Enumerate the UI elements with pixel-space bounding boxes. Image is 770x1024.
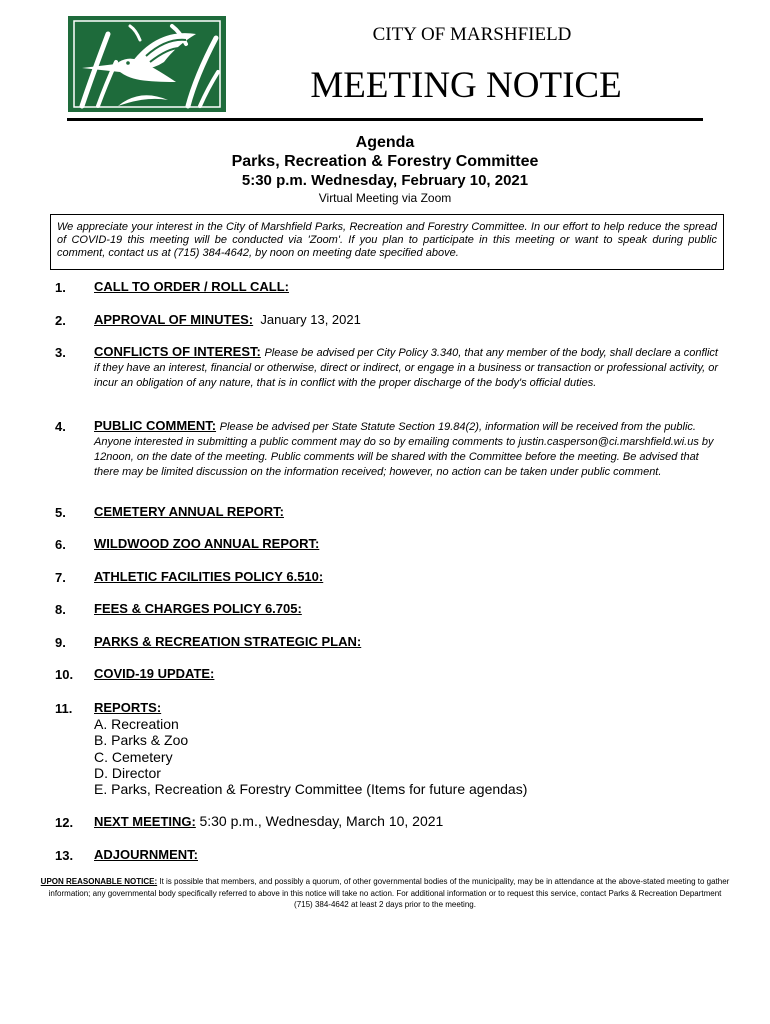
item-number: 6. xyxy=(55,537,66,552)
agenda-item xyxy=(94,313,724,326)
notice-title: MEETING NOTICE xyxy=(310,65,622,106)
city-logo xyxy=(68,16,226,112)
item-description: Please be advised per City Policy 3.340, that any member of the body, shall declare a conflict if they have an interest, financial or otherwise, direct or indirect, or engage in a business or transaction or professional activity, or incur an obligation of any nature, that is in conflict with the proper discharge of the body's official duties. xyxy=(94,347,719,389)
next-meeting-date: 5:30 p.m., Wednesday, March 10, 2021 xyxy=(199,813,444,829)
reports-list xyxy=(94,716,724,797)
list-item: A. Recreation xyxy=(94,716,179,732)
reasonable-notice-footer xyxy=(40,876,730,911)
agenda-item xyxy=(94,667,724,680)
item-title: PARKS & RECREATION STRATEGIC PLAN: xyxy=(94,634,362,649)
item-title: CALL TO ORDER / ROLL CALL: xyxy=(94,279,289,294)
item-number: 4. xyxy=(55,419,66,434)
minutes-date: January 13, 2021 xyxy=(260,312,361,327)
item-title: WILDWOOD ZOO ANNUAL REPORT: xyxy=(94,536,320,551)
item-title: CONFLICTS OF INTEREST: xyxy=(94,344,261,359)
item-number: 5. xyxy=(55,505,66,520)
agenda-item xyxy=(94,505,724,518)
agenda-item xyxy=(94,280,724,293)
agenda-item xyxy=(94,848,724,861)
list-item: B. Parks & Zoo xyxy=(94,732,189,749)
intro-notice-box: We appreciate your interest in the City of Marshfield Parks, Recreation and Forestry Committee. In our effort to help reduce the spread of COVID-19 this meeting will be conducted via 'Zoom'. If you plan to participate in this meeting or want to speak during public comment, contact us at (715) 384-4642, by noon on meeting date specified above. xyxy=(50,214,724,270)
item-description: Please be advised per State Statute Section 19.84(2), information will be received from the public. Anyone interested in submitting a public comment may do so by emailing comments to justin.casperson@ci.marshfield.wi.us by 12noon, on the date of the meeting. Public comments will be shared with the Committee before the meeting. Be advised that there may be limited discussion on the information received; however, no action can be taken under public comment. xyxy=(94,421,714,478)
agenda-item xyxy=(94,570,724,583)
item-number: 3. xyxy=(55,345,66,360)
agenda-item xyxy=(94,537,724,550)
item-title: APPROVAL OF MINUTES: xyxy=(94,312,254,327)
hummingbird-logo-icon xyxy=(68,16,226,112)
committee-name: Parks, Recreation & Forestry Committee xyxy=(231,153,539,170)
item-title: CEMETERY ANNUAL REPORT: xyxy=(94,504,284,519)
footer-label: UPON REASONABLE NOTICE: xyxy=(40,877,158,886)
agenda-item xyxy=(94,815,724,828)
item-number: 2. xyxy=(55,313,66,328)
item-number: 7. xyxy=(55,570,66,585)
item-title: REPORTS: xyxy=(94,700,162,715)
item-title: COVID-19 UPDATE: xyxy=(94,666,215,681)
list-item: C. Cemetery xyxy=(94,748,173,765)
item-number: 9. xyxy=(55,635,66,650)
agenda-item xyxy=(94,345,724,390)
item-number: 13. xyxy=(55,848,74,863)
footer-text: It is possible that members, and possibly a quorum, of other governmental bodies of the municipality, may be in attendance at the above-stated meeting to gather information; any governmental body specifically referred to above in this notice will take no action. For additional information or to request this service, contact Parks & Recreation Department (715) 384-4642 at least 2 days prior to the meeting. xyxy=(48,877,730,909)
meeting-location: Virtual Meeting via Zoom xyxy=(318,191,452,205)
agenda-item xyxy=(94,701,724,797)
agenda-item xyxy=(94,635,724,648)
item-title: FEES & CHARGES POLICY 6.705: xyxy=(94,601,302,616)
item-number: 11. xyxy=(55,701,73,716)
agenda-label: Agenda xyxy=(355,134,415,151)
header-divider xyxy=(67,118,703,121)
agenda-item xyxy=(94,419,724,479)
meeting-date-time: 5:30 p.m. Wednesday, February 10, 2021 xyxy=(241,172,529,189)
item-title: ADJOURNMENT: xyxy=(94,847,198,862)
item-title: ATHLETIC FACILITIES POLICY 6.510: xyxy=(94,569,324,584)
item-number: 8. xyxy=(55,602,66,617)
item-title: NEXT MEETING: xyxy=(94,814,196,829)
item-number: 12. xyxy=(55,815,74,830)
city-name: CITY OF MARSHFIELD xyxy=(372,24,572,45)
list-item: E. Parks, Recreation & Forestry Committee (Items for future agendas) xyxy=(94,781,528,798)
item-title: PUBLIC COMMENT: xyxy=(94,418,217,433)
item-number: 1. xyxy=(55,280,66,295)
list-item: D. Director xyxy=(94,764,161,781)
item-number: 10. xyxy=(55,667,74,682)
agenda-item xyxy=(94,602,724,615)
